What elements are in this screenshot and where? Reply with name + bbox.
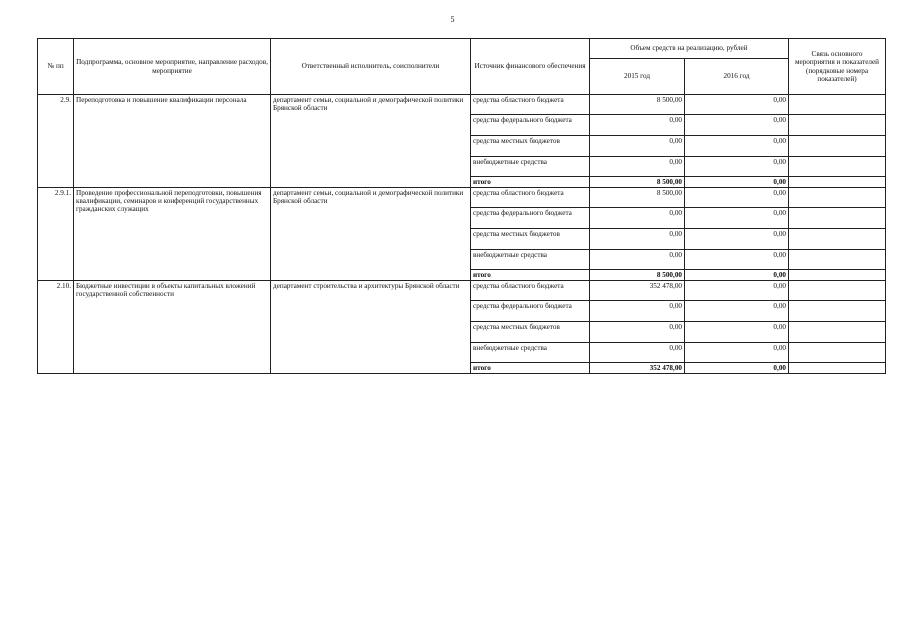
amount-2015: 0,00 [590,229,685,250]
amount-2015: 0,00 [590,343,685,363]
funding-source: внебюджетные средства [471,250,590,270]
amount-2016: 0,00 [685,157,789,177]
amount-2016: 0,00 [685,363,789,374]
funding-source: средства федерального бюджета [471,301,590,322]
amount-2016: 0,00 [685,188,789,208]
item-number: 2.9. [38,95,74,188]
amount-2016: 0,00 [685,343,789,363]
header-executor: Ответственный исполнитель, соисполнители [271,39,471,95]
header-link: Связь основного мероприятия и показателей (порядковые номера показателей) [789,39,886,95]
header-year-2015: 2015 год [590,59,685,95]
program-name: Бюджетные инвестиции в объекты капитальных вложений государственной собственности [74,281,271,374]
table-row [38,281,886,301]
amount-2015: 352 478,00 [590,281,685,301]
amount-2015: 0,00 [590,157,685,177]
executor-name: департамент семьи, социальной и демографической политики Брянской области [271,95,471,188]
budget-table [37,38,886,374]
amount-2016: 0,00 [685,301,789,322]
amount-2015: 8 500,00 [590,188,685,208]
amount-2015: 0,00 [590,136,685,157]
amount-2016: 0,00 [685,208,789,229]
indicator-link [789,95,886,115]
amount-2015: 0,00 [590,208,685,229]
amount-2016: 0,00 [685,177,789,188]
executor-name: департамент строительства и архитектуры Брянской области [271,281,471,374]
amount-2016: 0,00 [685,270,789,281]
indicator-link [789,343,886,363]
amount-2015: 8 500,00 [590,177,685,188]
item-number: 2.10. [38,281,74,374]
amount-2016: 0,00 [685,281,789,301]
header-source: Источник финансового обеспечения [471,39,590,95]
indicator-link [789,250,886,270]
amount-2016: 0,00 [685,115,789,136]
funding-source: итого [471,270,590,281]
table-row [38,95,886,115]
amount-2016: 0,00 [685,95,789,115]
funding-source: внебюджетные средства [471,343,590,363]
funding-source: средства областного бюджета [471,281,590,301]
amount-2016: 0,00 [685,250,789,270]
header-volume: Объем средств на реализацию, рублей [590,39,789,59]
funding-source: средства федерального бюджета [471,208,590,229]
table-body [38,95,886,374]
item-number: 2.9.1. [38,188,74,281]
amount-2015: 352 478,00 [590,363,685,374]
indicator-link [789,301,886,322]
amount-2016: 0,00 [685,136,789,157]
amount-2016: 0,00 [685,229,789,250]
indicator-link [789,363,886,374]
indicator-link [789,188,886,208]
header-program: Подпрограмма, основное мероприятие, направление расходов, мероприятие [74,39,271,95]
amount-2015: 8 500,00 [590,95,685,115]
table-row [38,188,886,208]
amount-2015: 0,00 [590,301,685,322]
indicator-link [789,322,886,343]
amount-2016: 0,00 [685,322,789,343]
funding-source: средства местных бюджетов [471,229,590,250]
funding-source: средства местных бюджетов [471,322,590,343]
funding-source: средства областного бюджета [471,95,590,115]
program-name: Проведение профессиональной переподготовки, повышения квалификации, семинаров и конференций государственных гражданских служащих [74,188,271,281]
indicator-link [789,136,886,157]
funding-source: внебюджетные средства [471,157,590,177]
program-name: Переподготовка и повышение квалификации персонала [74,95,271,188]
amount-2015: 0,00 [590,322,685,343]
indicator-link [789,157,886,177]
indicator-link [789,270,886,281]
amount-2015: 8 500,00 [590,270,685,281]
header-year-2016: 2016 год [685,59,789,95]
funding-source: средства федерального бюджета [471,115,590,136]
funding-source: средства местных бюджетов [471,136,590,157]
header-no: № пп [38,39,74,95]
funding-source: средства областного бюджета [471,188,590,208]
indicator-link [789,229,886,250]
executor-name: департамент семьи, социальной и демографической политики Брянской области [271,188,471,281]
indicator-link [789,208,886,229]
funding-source: итого [471,177,590,188]
indicator-link [789,177,886,188]
funding-source: итого [471,363,590,374]
amount-2015: 0,00 [590,115,685,136]
page-number: 5 [450,15,455,24]
amount-2015: 0,00 [590,250,685,270]
indicator-link [789,281,886,301]
indicator-link [789,115,886,136]
